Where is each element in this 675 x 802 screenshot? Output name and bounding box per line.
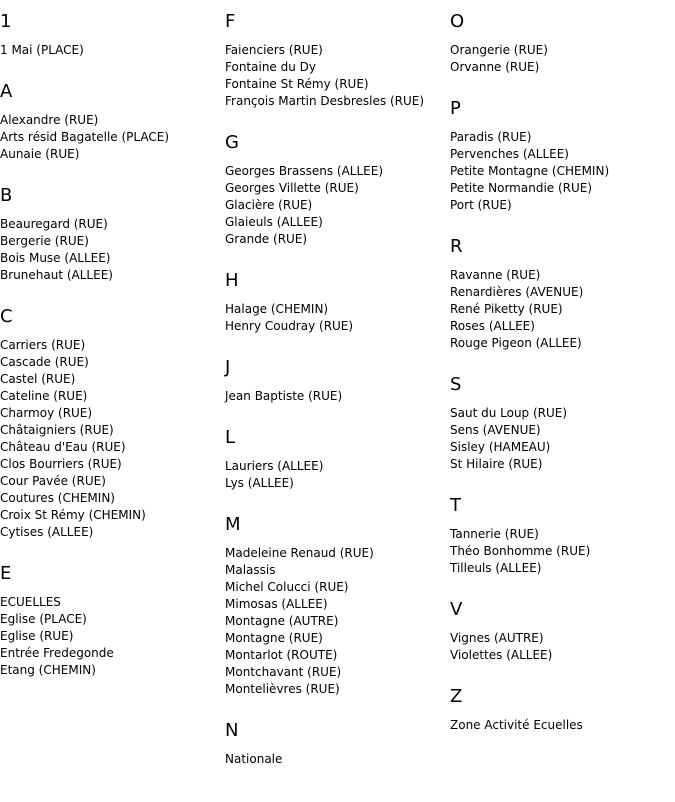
street-list-item [0, 371, 220, 388]
street-list-item [225, 681, 445, 698]
street-list-item [225, 630, 445, 647]
street-list-item [0, 439, 220, 456]
street-link[interactable]: René Piketty (RUE) [450, 302, 563, 316]
section-letter-heading: R [450, 236, 463, 257]
street-index-column-3 [450, 11, 675, 756]
street-link[interactable]: Zone Activité Ecuelles [450, 718, 583, 732]
street-link[interactable]: Lys (ALLEE) [225, 476, 294, 490]
letter-section-m [225, 514, 445, 698]
street-list-item [225, 42, 445, 59]
street-list-item [225, 613, 445, 630]
street-list-item [450, 456, 675, 473]
street-list [225, 163, 445, 248]
street-list-item [225, 93, 445, 110]
street-list [450, 267, 675, 352]
street-list-item [225, 214, 445, 231]
letter-section-g [225, 132, 445, 248]
section-letter-heading: V [450, 599, 463, 620]
street-list-item [450, 717, 675, 734]
street-list [450, 717, 675, 734]
street-list-item [225, 388, 445, 405]
street-list-item [450, 630, 675, 647]
street-list-item [0, 267, 220, 284]
section-letter-heading: N [225, 720, 239, 741]
street-list-item [225, 751, 445, 768]
street-link[interactable]: Beauregard (RUE) [0, 217, 108, 231]
street-list-item [0, 233, 220, 250]
section-letter-heading: Z [450, 686, 463, 707]
street-link[interactable]: Henry Coudray (RUE) [225, 319, 354, 333]
street-link[interactable]: Théo Bonhomme (RUE) [450, 544, 591, 558]
street-list [0, 42, 220, 59]
letter-section-c [0, 306, 220, 541]
street-link[interactable]: Bergerie (RUE) [0, 234, 89, 248]
section-letter-heading: L [225, 427, 236, 448]
street-list [0, 112, 220, 163]
street-list-item [450, 405, 675, 422]
street-link[interactable]: Eglise (RUE) [0, 629, 74, 643]
street-list-item [225, 180, 445, 197]
street-list-item [0, 337, 220, 354]
street-link[interactable]: Madeleine Renaud (RUE) [225, 546, 374, 560]
street-link[interactable]: Arts résid Bagatelle (PLACE) [0, 130, 170, 144]
street-link[interactable]: Nationale [225, 752, 283, 766]
street-list [225, 301, 445, 335]
street-list-item [0, 490, 220, 507]
street-list [225, 42, 445, 110]
street-list-item [225, 231, 445, 248]
street-list-item [0, 611, 220, 628]
street-list-item [225, 163, 445, 180]
street-list [0, 337, 220, 541]
street-list-item [225, 76, 445, 93]
street-list-item [450, 284, 675, 301]
street-link[interactable]: Châtaigniers (RUE) [0, 423, 114, 437]
street-link[interactable]: Tannerie (RUE) [450, 527, 539, 541]
letter-section-1 [0, 11, 220, 59]
street-list-item [225, 562, 445, 579]
street-list [225, 751, 445, 768]
street-list [225, 458, 445, 492]
street-list-item [0, 662, 220, 679]
street-link[interactable]: Carriers (RUE) [0, 338, 86, 352]
street-list-item [0, 507, 220, 524]
street-link[interactable]: Mimosas (ALLEE) [225, 597, 328, 611]
street-list-item [450, 180, 675, 197]
street-link[interactable]: Orvanne (RUE) [450, 60, 540, 74]
street-link[interactable]: Port (RUE) [450, 198, 512, 212]
street-list-item [450, 42, 675, 59]
section-letter-heading: P [450, 98, 461, 119]
street-link[interactable]: Cytises (ALLEE) [0, 525, 94, 539]
street-list-item [450, 163, 675, 180]
street-link[interactable]: Sisley (HAMEAU) [450, 440, 551, 454]
street-list-item [225, 458, 445, 475]
street-list-item [0, 216, 220, 233]
street-link[interactable]: Georges Brassens (ALLEE) [225, 164, 383, 178]
section-letter-heading: H [225, 270, 239, 291]
street-list-item [225, 59, 445, 76]
street-link[interactable]: Brunehaut (ALLEE) [0, 268, 113, 282]
letter-section-r [450, 236, 675, 352]
street-link[interactable]: Glaieuls (ALLEE) [225, 215, 323, 229]
street-link[interactable]: Coutures (CHEMIN) [0, 491, 115, 505]
street-list [450, 42, 675, 76]
street-list-item [450, 146, 675, 163]
street-link[interactable]: Ravanne (RUE) [450, 268, 541, 282]
street-list-item [0, 42, 220, 59]
street-list-item [225, 318, 445, 335]
street-list [225, 545, 445, 698]
street-list-item [0, 473, 220, 490]
street-index-column-1 [0, 11, 220, 701]
street-link[interactable]: Sens (AVENUE) [450, 423, 541, 437]
section-letter-heading: M [225, 514, 241, 535]
street-list-item [0, 354, 220, 371]
letter-section-z [450, 686, 675, 734]
street-list-item [450, 543, 675, 560]
street-list-item [450, 439, 675, 456]
street-link[interactable]: Petite Montagne (CHEMIN) [450, 164, 610, 178]
street-link[interactable]: Entrée Fredegonde [0, 646, 114, 660]
street-link[interactable]: Croix St Rémy (CHEMIN) [0, 508, 146, 522]
street-list [0, 216, 220, 284]
street-list [0, 594, 220, 679]
street-list-item [225, 579, 445, 596]
letter-section-n [225, 720, 445, 768]
street-index-column-2 [225, 11, 445, 790]
street-list [450, 630, 675, 664]
letter-section-p [450, 98, 675, 214]
street-link[interactable]: Faienciers (RUE) [225, 43, 323, 57]
street-link[interactable]: Lauriers (ALLEE) [225, 459, 324, 473]
street-list-item [225, 664, 445, 681]
street-link[interactable]: Cateline (RUE) [0, 389, 88, 403]
street-list-item [0, 422, 220, 439]
letter-section-b [0, 185, 220, 284]
street-link[interactable]: Clos Bourriers (RUE) [0, 457, 122, 471]
street-link[interactable]: Roses (ALLEE) [450, 319, 535, 333]
street-list-item [225, 545, 445, 562]
street-link[interactable]: Vignes (AUTRE) [450, 631, 544, 645]
street-link[interactable]: Eglise (PLACE) [0, 612, 87, 626]
section-letter-heading: S [450, 374, 462, 395]
letter-section-t [450, 495, 675, 577]
section-letter-heading: J [225, 357, 231, 378]
street-link[interactable]: 1 Mai (PLACE) [0, 43, 84, 57]
street-list-item [225, 647, 445, 664]
street-link[interactable]: Georges Villette (RUE) [225, 181, 359, 195]
street-link[interactable]: Montchavant (RUE) [225, 665, 342, 679]
street-list-item [225, 197, 445, 214]
street-link[interactable]: Bois Muse (ALLEE) [0, 251, 111, 265]
street-list-item [0, 129, 220, 146]
street-link[interactable]: Glacière (RUE) [225, 198, 313, 212]
street-link[interactable]: ECUELLES [0, 595, 61, 609]
letter-section-l [225, 427, 445, 492]
street-link[interactable]: Montelièvres (RUE) [225, 682, 340, 696]
section-letter-heading: O [450, 11, 465, 32]
street-link[interactable]: Pervenches (ALLEE) [450, 147, 569, 161]
street-link[interactable]: Charmoy (RUE) [0, 406, 93, 420]
street-list [450, 526, 675, 577]
street-link[interactable]: Michel Colucci (RUE) [225, 580, 349, 594]
street-list-item [0, 112, 220, 129]
street-list-item [0, 524, 220, 541]
street-link[interactable]: St Hilaire (RUE) [450, 457, 543, 471]
street-link[interactable]: Aunaie (RUE) [0, 147, 80, 161]
street-list-item [450, 647, 675, 664]
letter-section-v [450, 599, 675, 664]
street-list-item [450, 526, 675, 543]
letter-section-a [0, 81, 220, 163]
street-list-item [0, 405, 220, 422]
street-list-item [0, 645, 220, 662]
street-link[interactable]: Tilleuls (ALLEE) [450, 561, 542, 575]
letter-section-s [450, 374, 675, 473]
street-list-item [450, 422, 675, 439]
section-letter-heading: F [225, 11, 236, 32]
street-link[interactable]: Castel (RUE) [0, 372, 76, 386]
street-list-item [0, 388, 220, 405]
street-list [225, 388, 445, 405]
street-list-item [0, 594, 220, 611]
street-list-item [450, 267, 675, 284]
street-link[interactable]: Renardières (AVENUE) [450, 285, 584, 299]
street-link[interactable]: Fontaine du Dy [225, 60, 316, 74]
section-letter-heading: T [450, 495, 461, 516]
letter-section-h [225, 270, 445, 335]
street-list-item [225, 475, 445, 492]
street-list-item [225, 301, 445, 318]
street-link[interactable]: Halage (CHEMIN) [225, 302, 329, 316]
street-link[interactable]: Etang (CHEMIN) [0, 663, 96, 677]
street-link[interactable]: Paradis (RUE) [450, 130, 532, 144]
street-list-item [450, 335, 675, 352]
section-letter-heading: C [0, 306, 13, 327]
street-link[interactable]: Montarlot (ROUTE) [225, 648, 338, 662]
street-list-item [0, 250, 220, 267]
section-letter-heading: A [0, 81, 13, 102]
letter-section-f [225, 11, 445, 110]
street-list-item [450, 301, 675, 318]
street-list-item [450, 197, 675, 214]
street-link[interactable]: Malassis [225, 563, 276, 577]
street-link[interactable]: Cascade (RUE) [0, 355, 89, 369]
street-list-item [225, 596, 445, 613]
street-link[interactable]: Orangerie (RUE) [450, 43, 548, 57]
street-link[interactable]: Cour Pavée (RUE) [0, 474, 106, 488]
street-link[interactable]: François Martin Desbresles (RUE) [225, 94, 425, 108]
section-letter-heading: G [225, 132, 239, 153]
street-link[interactable]: Montagne (RUE) [225, 631, 323, 645]
street-list-item [0, 628, 220, 645]
street-list-item [450, 560, 675, 577]
section-letter-heading: 1 [0, 11, 12, 32]
street-link[interactable]: Château d'Eau (RUE) [0, 440, 126, 454]
street-link[interactable]: Saut du Loup (RUE) [450, 406, 568, 420]
section-letter-heading: E [0, 563, 12, 584]
street-link[interactable]: Fontaine St Rémy (RUE) [225, 77, 369, 91]
street-list-item [450, 129, 675, 146]
street-list-item [450, 318, 675, 335]
letter-section-o [450, 11, 675, 76]
letter-section-e [0, 563, 220, 679]
street-list-item [0, 456, 220, 473]
street-link[interactable]: Rouge Pigeon (ALLEE) [450, 336, 582, 350]
street-link[interactable]: Grande (RUE) [225, 232, 308, 246]
street-list-item [0, 146, 220, 163]
street-list-item [450, 59, 675, 76]
street-link[interactable]: Montagne (AUTRE) [225, 614, 339, 628]
street-link[interactable]: Alexandre (RUE) [0, 113, 99, 127]
street-list [450, 129, 675, 214]
street-link[interactable]: Petite Normandie (RUE) [450, 181, 593, 195]
street-link[interactable]: Violettes (ALLEE) [450, 648, 553, 662]
section-letter-heading: B [0, 185, 13, 206]
street-list [450, 405, 675, 473]
letter-section-j [225, 357, 445, 405]
street-link[interactable]: Jean Baptiste (RUE) [225, 389, 343, 403]
